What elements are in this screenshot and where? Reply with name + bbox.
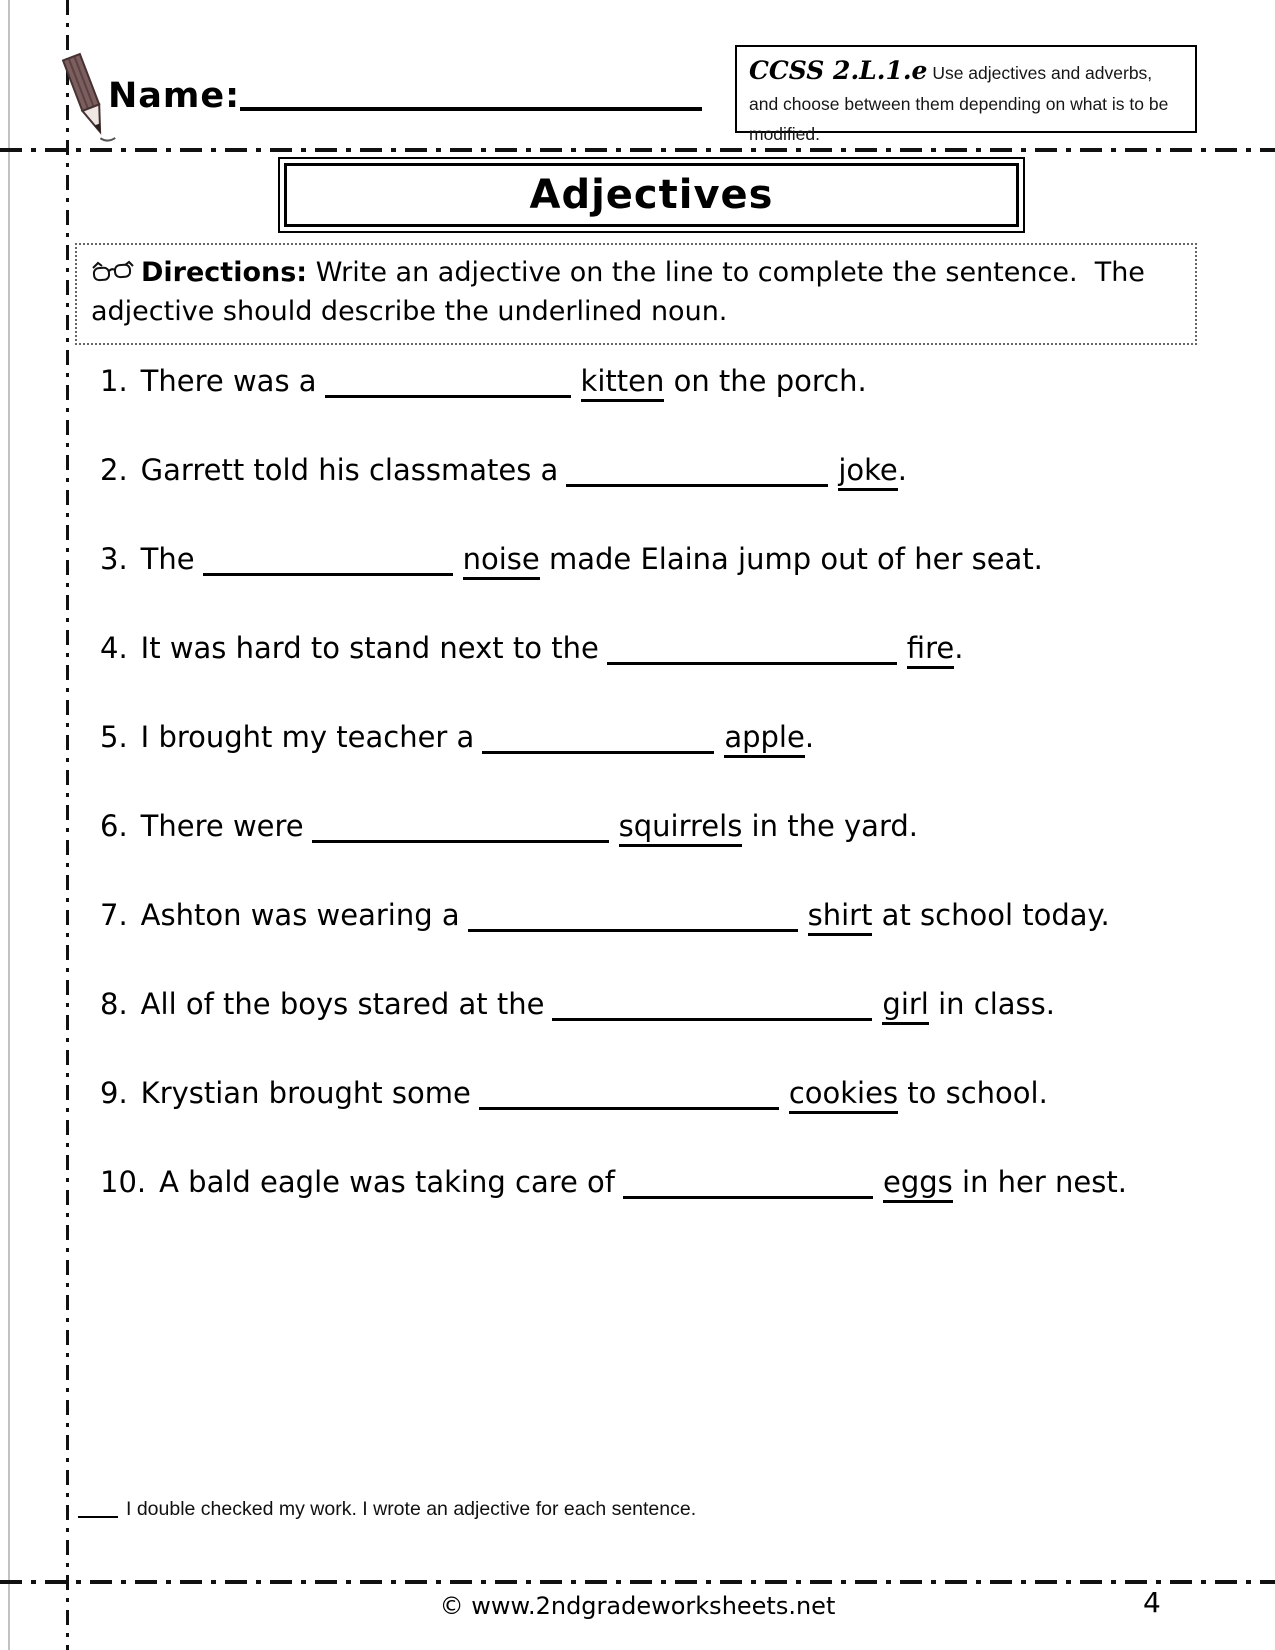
answer-blank[interactable] (566, 484, 828, 487)
glasses-icon (91, 260, 135, 291)
answer-blank[interactable] (468, 929, 798, 932)
sentence-number: 4. (100, 631, 128, 665)
sentence-number: 7. (100, 898, 128, 932)
answer-blank[interactable] (479, 1107, 779, 1110)
name-row (108, 76, 702, 116)
answer-blank[interactable] (325, 395, 571, 398)
underlined-noun: noise (463, 542, 540, 580)
sentence-text-after: to school. (898, 1076, 1048, 1110)
title-box (278, 157, 1025, 233)
sentences-list (100, 363, 1185, 1253)
underlined-noun: kitten (581, 364, 665, 402)
sentence-text-before: All of the boys stared at the (140, 987, 545, 1021)
sentence-text-after: . (897, 453, 907, 487)
self-check-text: I double checked my work. I wrote an adjective for each sentence. (126, 1498, 697, 1520)
answer-blank[interactable] (607, 662, 897, 665)
ccss-description: Use adjectives and adverbs, and choose between them depending on what is to be modified. (749, 63, 1169, 145)
sentence-text-after: . (804, 720, 815, 754)
top-dashdot-border (0, 148, 1275, 152)
sentence-text-after: in her nest. (952, 1165, 1127, 1199)
name-input-line[interactable] (240, 107, 702, 111)
ccss-code: CCSS 2.L.1.e (749, 56, 928, 85)
sentence-row (100, 719, 1185, 755)
sentence-text-before: Garrett told his classmates a (140, 453, 559, 487)
sentence-text-after: . (954, 631, 964, 665)
page-title: Adjectives (529, 172, 774, 218)
sentence-row (100, 452, 1185, 488)
sentence-number: 2. (100, 453, 128, 487)
sentence-row (100, 986, 1185, 1022)
answer-blank[interactable] (623, 1196, 873, 1199)
underlined-noun: cookies (789, 1076, 898, 1114)
directions-text: Write an adjective on the line to complete the sentence. The adjective should describe the underlined noun. (91, 257, 1154, 327)
sentence-text-after: in the yard. (742, 809, 918, 843)
title-inner-border (284, 163, 1019, 227)
sentence-number: 10. (100, 1165, 147, 1199)
sentence-text-after: in class. (928, 987, 1055, 1021)
answer-blank[interactable] (482, 751, 714, 754)
directions-box (75, 243, 1197, 345)
sentence-text-before: Krystian brought some (140, 1076, 471, 1110)
bottom-dashdot-border (0, 1580, 1275, 1584)
sentence-text-before: The (140, 542, 195, 576)
ccss-standard-box (735, 45, 1197, 145)
sentence-row (100, 1075, 1185, 1111)
answer-blank[interactable] (203, 573, 453, 576)
sentence-number: 6. (100, 809, 128, 843)
sentence-text-after: made Elaina jump out of her seat. (539, 542, 1043, 576)
page-number: 4 (1143, 1586, 1161, 1619)
underlined-noun: joke (838, 453, 897, 491)
underlined-noun: squirrels (619, 809, 743, 847)
underlined-noun: eggs (883, 1165, 953, 1203)
sentence-text-after: on the porch. (664, 364, 867, 398)
sentence-number: 1. (100, 364, 128, 398)
underlined-noun: shirt (808, 898, 873, 936)
sentence-number: 3. (100, 542, 128, 576)
sentence-text-before: It was hard to stand next to the (140, 631, 599, 665)
sentence-text-before: Ashton was wearing a (140, 898, 460, 932)
underlined-noun: fire (907, 631, 954, 669)
underlined-noun: girl (882, 987, 928, 1025)
sentence-row (100, 1164, 1185, 1200)
sentence-number: 8. (100, 987, 128, 1021)
sentence-text-before: A bald eagle was taking care of (159, 1165, 616, 1199)
sentence-text-after: at school today. (872, 898, 1110, 932)
sentence-row (100, 630, 1185, 666)
underlined-noun: apple (724, 720, 805, 758)
sentence-number: 9. (100, 1076, 128, 1110)
left-dashdot-border (66, 0, 69, 1650)
self-check-blank[interactable] (78, 1516, 118, 1518)
sentence-text-before: I brought my teacher a (140, 720, 475, 754)
answer-blank[interactable] (552, 1018, 872, 1021)
sentence-row (100, 363, 1185, 399)
sentence-number: 5. (100, 720, 128, 754)
name-label: Name: (108, 76, 241, 116)
scan-edge-line (8, 0, 10, 1650)
sentence-row (100, 541, 1185, 577)
footer-copyright: © www.2ndgradeworksheets.net (439, 1592, 836, 1620)
sentence-text-before: There was a (140, 364, 317, 398)
self-check-row (78, 1498, 696, 1521)
sentence-row (100, 897, 1185, 933)
sentence-row (100, 808, 1185, 844)
directions-label: Directions: (141, 257, 308, 288)
sentence-text-before: There were (140, 809, 304, 843)
answer-blank[interactable] (312, 840, 609, 843)
